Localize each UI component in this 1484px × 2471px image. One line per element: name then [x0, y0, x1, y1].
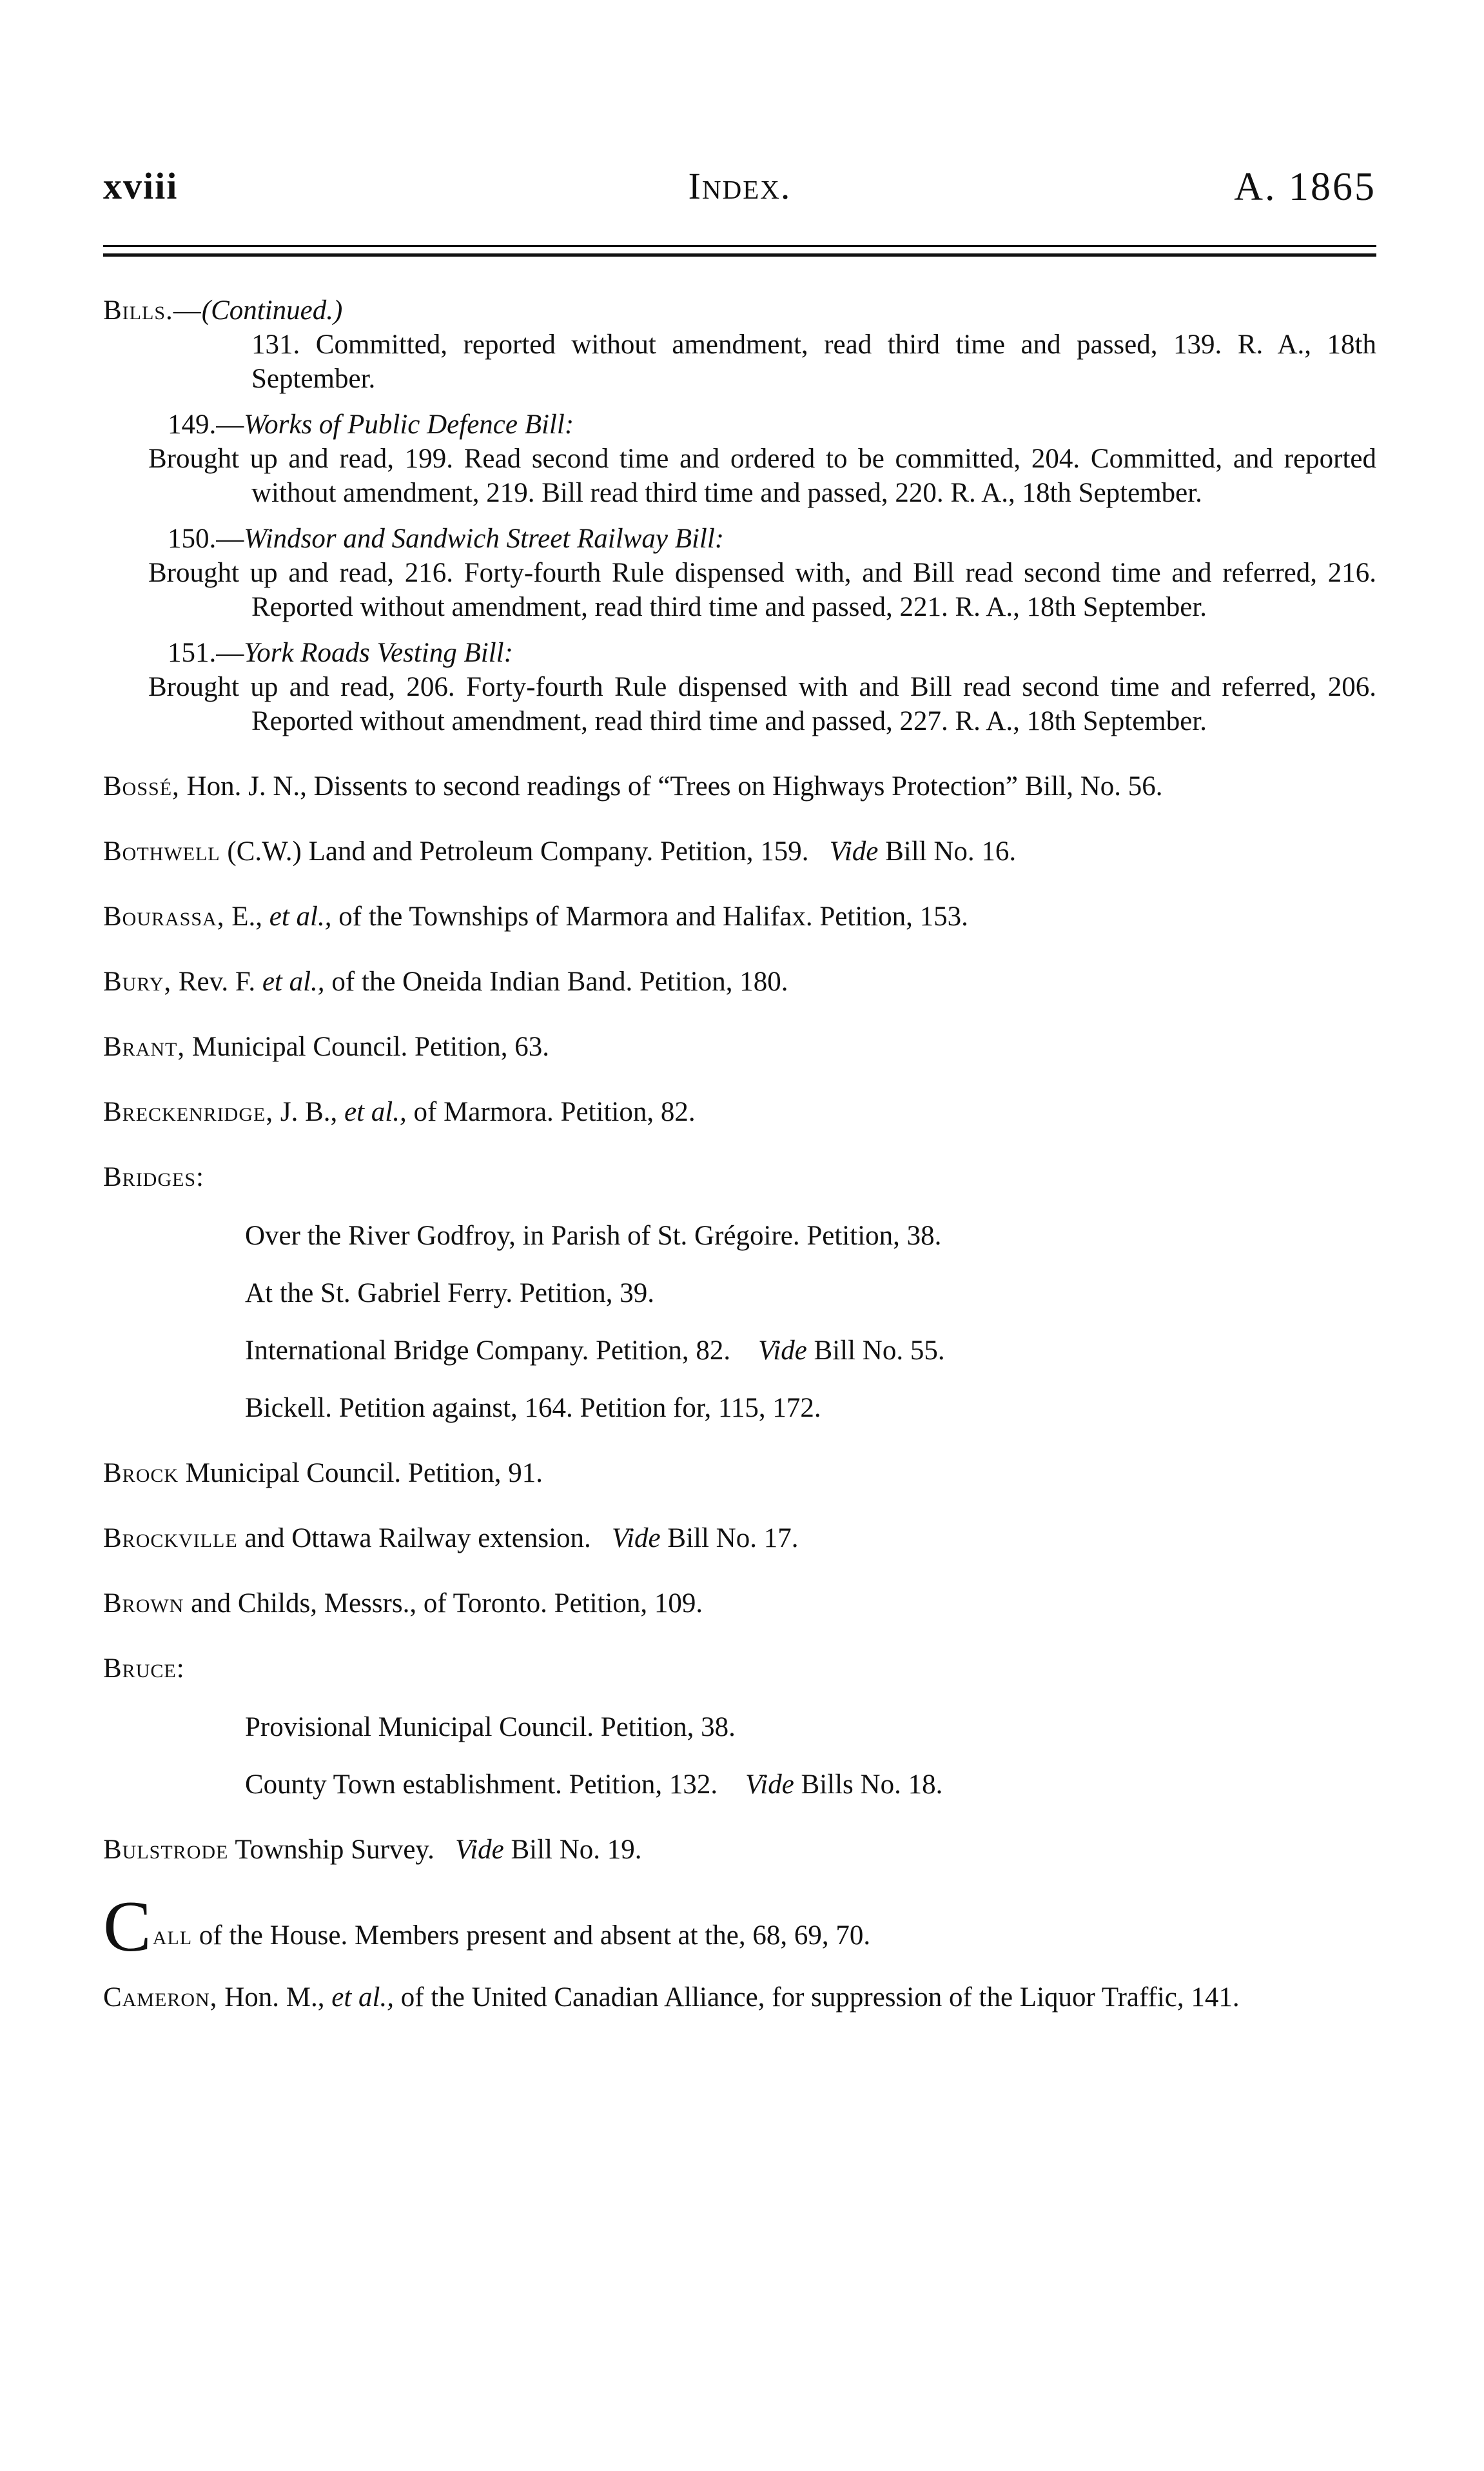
- entry-bosse: Bossé, Hon. J. N., Dissents to second readings of “Trees on Highways Protection” Bill, No. 56.: [103, 771, 1163, 802]
- bill-150-heading: 150.—Windsor and Sandwich Street Railway Bill:: [168, 524, 725, 554]
- entry-bothwell: Bothwell (C.W.) Land and Petroleum Company. Petition, 159. Vide Bill No. 16.: [103, 836, 1017, 867]
- entry-brown: Brown and Childs, Messrs., of Toronto. Petition, 109.: [103, 1588, 703, 1619]
- bridges-item: Bickell. Petition against, 164. Petition for, 115, 172.: [245, 1393, 821, 1423]
- entry-call: Call of the House. Members present and absent at the, 68, 69, 70.: [103, 1887, 871, 1967]
- index-content: [103, 293, 1376, 2014]
- page-number: xviii: [103, 165, 179, 207]
- bruce-item: County Town establishment. Petition, 132. Vide Bills No. 18.: [245, 1769, 943, 1800]
- bill-149-heading: 149.—Works of Public Defence Bill:: [168, 409, 574, 440]
- bridges-item: Over the River Godfroy, in Parish of St. Grégoire. Petition, 38.: [245, 1221, 942, 1251]
- entry-cameron: Cameron, Hon. M., et al., of the United Canadian Alliance, for suppression of the Liquor Traffic, 141.: [103, 1982, 1240, 2013]
- bill-149-text: Brought up and read, 199. Read second time and ordered to be committed, 204. Committed, and reported without amendment, 219. Bill read third time and passed, 220. R. A., 18th September.: [148, 444, 1376, 508]
- page-header: [103, 164, 1376, 222]
- entry-bulstrode: Bulstrode Township Survey. Vide Bill No. 19.: [103, 1835, 642, 1865]
- entry-bourassa: Bourassa, E., et al., of the Townships of Marmora and Halifax. Petition, 153.: [103, 901, 968, 932]
- entry-bury: Bury, Rev. F. et al., of the Oneida Indian Band. Petition, 180.: [103, 967, 788, 997]
- page-year: A. 1865: [1234, 165, 1376, 209]
- call-dropcap: C: [103, 1887, 151, 1967]
- page-title: Index.: [688, 165, 792, 207]
- bridges-item: At the St. Gabriel Ferry. Petition, 39.: [245, 1278, 654, 1308]
- header-rule-thick: [103, 253, 1376, 257]
- bill-150-text: Brought up and read, 216. Forty-fourth Rule dispensed with, and Bill read second time and referred, 216. Reported without amendment, read third time and passed, 221. R. A., 18th September.: [148, 558, 1376, 622]
- bill-131-text: 131. Committed, reported without amendment, read third time and passed, 139. R. A., 18th September.: [251, 330, 1376, 394]
- entry-brockville: Brockville and Ottawa Railway extension. Vide Bill No. 17.: [103, 1523, 799, 1553]
- bill-151-heading: 151.—York Roads Vesting Bill:: [168, 638, 513, 668]
- entry-bridges: Bridges:: [103, 1162, 204, 1192]
- entry-brant: Brant, Municipal Council. Petition, 63.: [103, 1032, 550, 1062]
- bridges-item: International Bridge Company. Petition, 82. Vide Bill No. 55.: [245, 1335, 945, 1366]
- entry-bruce: Bruce:: [103, 1653, 184, 1684]
- bill-151-text: Brought up and read, 206. Forty-fourth Rule dispensed with and Bill read second time and referred, 206. Reported without amendment, read third time and passed, 227. R. A., 18th September.: [148, 672, 1376, 736]
- bills-heading: Bills.—(Continued.): [103, 295, 343, 326]
- bruce-item: Provisional Municipal Council. Petition, 38.: [245, 1712, 736, 1742]
- header-rule-thin: [103, 245, 1376, 247]
- entry-brock: Brock Municipal Council. Petition, 91.: [103, 1458, 543, 1488]
- entry-breckenridge: Breckenridge, J. B., et al., of Marmora. Petition, 82.: [103, 1097, 696, 1127]
